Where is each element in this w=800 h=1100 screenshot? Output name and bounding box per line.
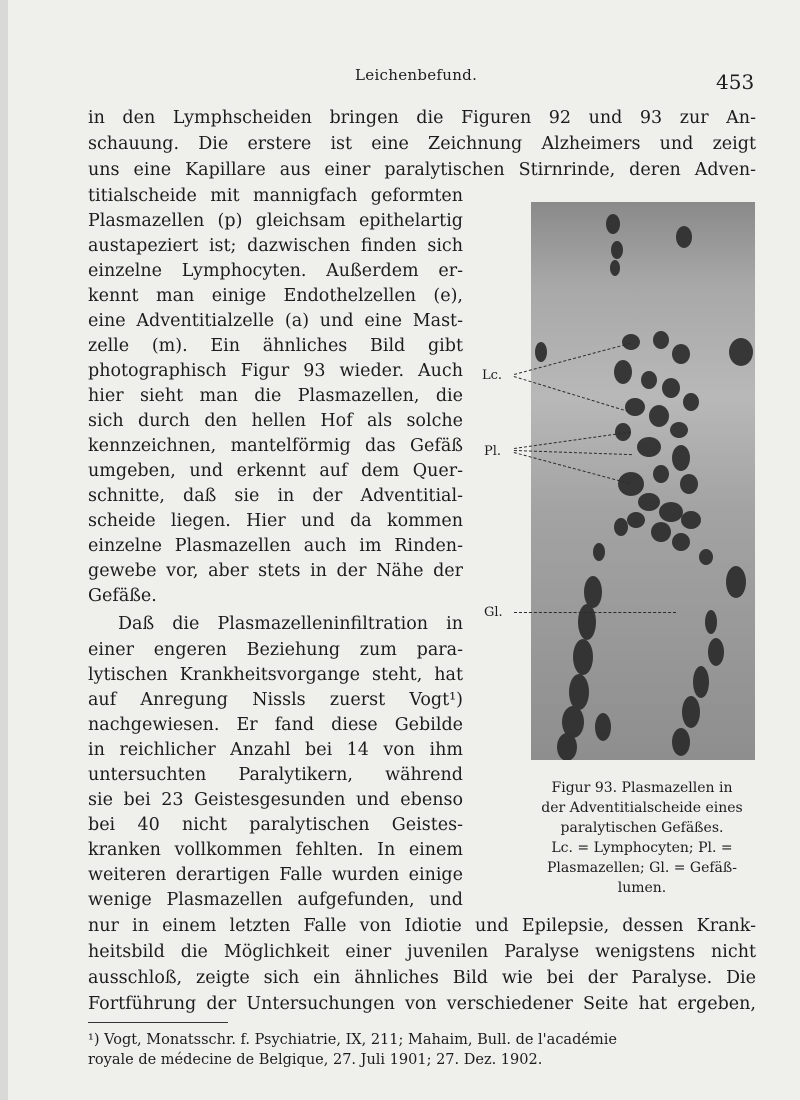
leader-line bbox=[514, 612, 676, 613]
text-line: photographisch Figur 93 wieder. Auch bbox=[88, 361, 463, 381]
footnote-rule bbox=[88, 1022, 228, 1023]
caption-line: Figur 93. Plasmazellen in bbox=[551, 780, 733, 796]
text-line: in den Lymphscheiden bringen die Figuren 92 und 93 zur An- bbox=[88, 108, 756, 128]
text-line: sich durch den hellen Hof als solche bbox=[88, 411, 463, 431]
text-line: einzelne Lymphocyten. Außerdem er- bbox=[88, 261, 463, 281]
text-line: nachgewiesen. Er fand diese Gebilde bbox=[88, 715, 463, 735]
text-line: in reichlicher Anzahl bei 14 von ihm bbox=[88, 740, 463, 760]
text-line: Gefäße. bbox=[88, 586, 157, 606]
text-line: zelle (m). Ein ähnliches Bild gibt bbox=[88, 336, 463, 356]
text-line: einer engeren Beziehung zum para- bbox=[88, 640, 463, 660]
micrograph-figure bbox=[531, 202, 755, 760]
text-line: titialscheide mit mannigfach geformten bbox=[88, 186, 463, 206]
text-line: uns eine Kapillare aus einer paralytischen Stirnrinde, deren Adven- bbox=[88, 160, 756, 180]
text-line: hier sieht man die Plasmazellen, die bbox=[88, 386, 463, 406]
text-line: schnitte, daß sie in der Adventitial- bbox=[88, 486, 463, 506]
running-head: Leichenbefund. bbox=[355, 66, 478, 84]
text-line: Daß die Plasmazelleninfiltration in bbox=[118, 614, 463, 634]
text-line: lytischen Krankheitsvorgange steht, hat bbox=[88, 665, 463, 685]
caption-line: paralytischen Gefäßes. bbox=[560, 820, 724, 836]
page-number: 453 bbox=[716, 70, 755, 94]
micrograph-image bbox=[531, 202, 755, 760]
text-line: Plasmazellen (p) gleichsam epithelartig bbox=[88, 211, 463, 231]
text-line: weiteren derartigen Falle wurden einige bbox=[88, 865, 463, 885]
text-line: kennt man einige Endothelzellen (e), bbox=[88, 286, 463, 306]
text-line: scheide liegen. Hier und da kommen bbox=[88, 511, 463, 531]
text-line: eine Adventitialzelle (a) und eine Mast- bbox=[88, 311, 463, 331]
footnote-line: royale de médecine de Belgique, 27. Juli 1901; 27. Dez. 1902. bbox=[88, 1052, 543, 1068]
text-line: kranken vollkommen fehlten. In einem bbox=[88, 840, 463, 860]
text-line: sie bei 23 Geistesgesunden und ebenso bbox=[88, 790, 463, 810]
text-line: kennzeichnen, mantelförmig das Gefäß bbox=[88, 436, 463, 456]
text-line: wenige Plasmazellen aufgefunden, und bbox=[88, 890, 463, 910]
figure-label-lc: Lc. bbox=[482, 368, 503, 383]
text-line: gewebe vor, aber stets in der Nähe der bbox=[88, 561, 463, 581]
figure-label-pl: Pl. bbox=[484, 444, 502, 459]
text-line: Fortführung der Untersuchungen von verschiedener Seite hat ergeben, bbox=[88, 994, 756, 1014]
caption-line: Plasmazellen; Gl. = Gefäß- bbox=[547, 860, 737, 876]
footnote-line: ¹) Vogt, Monatsschr. f. Psychiatrie, IX, 211; Mahaim, Bull. de l'académie bbox=[88, 1032, 617, 1048]
figure-label-gl: Gl. bbox=[484, 605, 503, 620]
caption-line: der Adventitialscheide eines bbox=[541, 800, 743, 816]
text-line: untersuchten Paralytikern, während bbox=[88, 765, 463, 785]
text-line: einzelne Plasmazellen auch im Rinden- bbox=[88, 536, 463, 556]
text-line: heitsbild die Möglichkeit einer juvenilen Paralyse wenigstens nicht bbox=[88, 942, 756, 962]
caption-line: Lc. = Lymphocyten; Pl. = bbox=[551, 840, 733, 856]
text-line: auf Anregung Nissls zuerst Vogt¹) bbox=[88, 690, 463, 710]
text-line: bei 40 nicht paralytischen Geistes- bbox=[88, 815, 463, 835]
figure-caption bbox=[520, 778, 764, 898]
text-line: schauung. Die erstere ist eine Zeichnung Alzheimers und zeigt bbox=[88, 134, 756, 154]
text-line: austapeziert ist; dazwischen finden sich bbox=[88, 236, 463, 256]
text-line: ausschloß, zeigte sich ein ähnliches Bild wie bei der Paralyse. Die bbox=[88, 968, 756, 988]
text-line: umgeben, und erkennt auf dem Quer- bbox=[88, 461, 463, 481]
caption-line: lumen. bbox=[617, 880, 667, 896]
text-line: nur in einem letzten Falle von Idiotie und Epilepsie, dessen Krank- bbox=[88, 916, 756, 936]
